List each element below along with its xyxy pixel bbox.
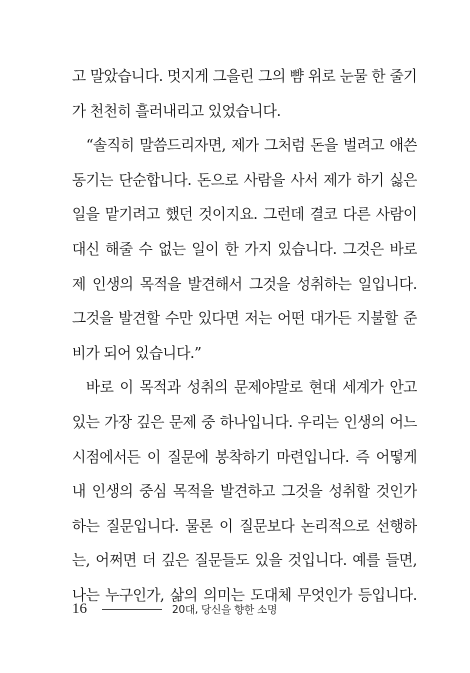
text-line: 시점에서든 이 질문에 봉착하기 마련입니다. 즉 어떻게 (72, 448, 417, 466)
text-line: 있는 가장 깊은 문제 중 하나입니다. 우리는 인생의 어느 (72, 413, 417, 431)
text-line: “솔직히 말씀드리자면, 제가 그처럼 돈을 벌려고 애쓴 (86, 137, 417, 155)
text-line: 그것을 발견할 수만 있다면 저는 어떤 대가든 지불할 준 (72, 310, 417, 328)
text-line: 는, 어쩌면 더 깊은 질문들도 있을 것입니다. 예를 들면, (72, 552, 417, 570)
footer-divider (102, 609, 162, 610)
text-line: 고 말았습니다. 멋지게 그을린 그의 뺨 위로 눈물 한 줄기 (72, 68, 417, 85)
body-text (72, 60, 417, 614)
page-footer (72, 599, 277, 619)
text-line: 일을 맡기려고 했던 것이지요. 그런데 결코 다른 사람이 (72, 206, 417, 224)
text-line: 나는 누구인가, 삶의 의미는 도대체 무엇인가 등입니다. (72, 586, 417, 604)
running-title: 20대, 당신을 향한 소명 (172, 603, 278, 616)
text-line: 동기는 단순합니다. 돈으로 사람을 사서 제가 하기 싫은 (72, 171, 417, 189)
text-line: 제 인생의 목적을 발견해서 그것을 성취하는 일입니다. (72, 275, 417, 293)
text-line: 내 인생의 중심 목적을 발견하고 그것을 성취할 것인가 (72, 483, 417, 501)
text-line: 비가 되어 있습니다.” (72, 344, 202, 362)
text-line: 바로 이 목적과 성취의 문제야말로 현대 세계가 안고 (86, 379, 417, 397)
text-line: 대신 해줄 수 없는 일이 한 가지 있습니다. 그것은 바로 (72, 240, 417, 258)
text-line: 하는 질문입니다. 물론 이 질문보다 논리적으로 선행하 (72, 517, 417, 535)
text-line: 가 천천히 흘러내리고 있었습니다. (72, 102, 281, 120)
page-number: 16 (72, 600, 87, 617)
